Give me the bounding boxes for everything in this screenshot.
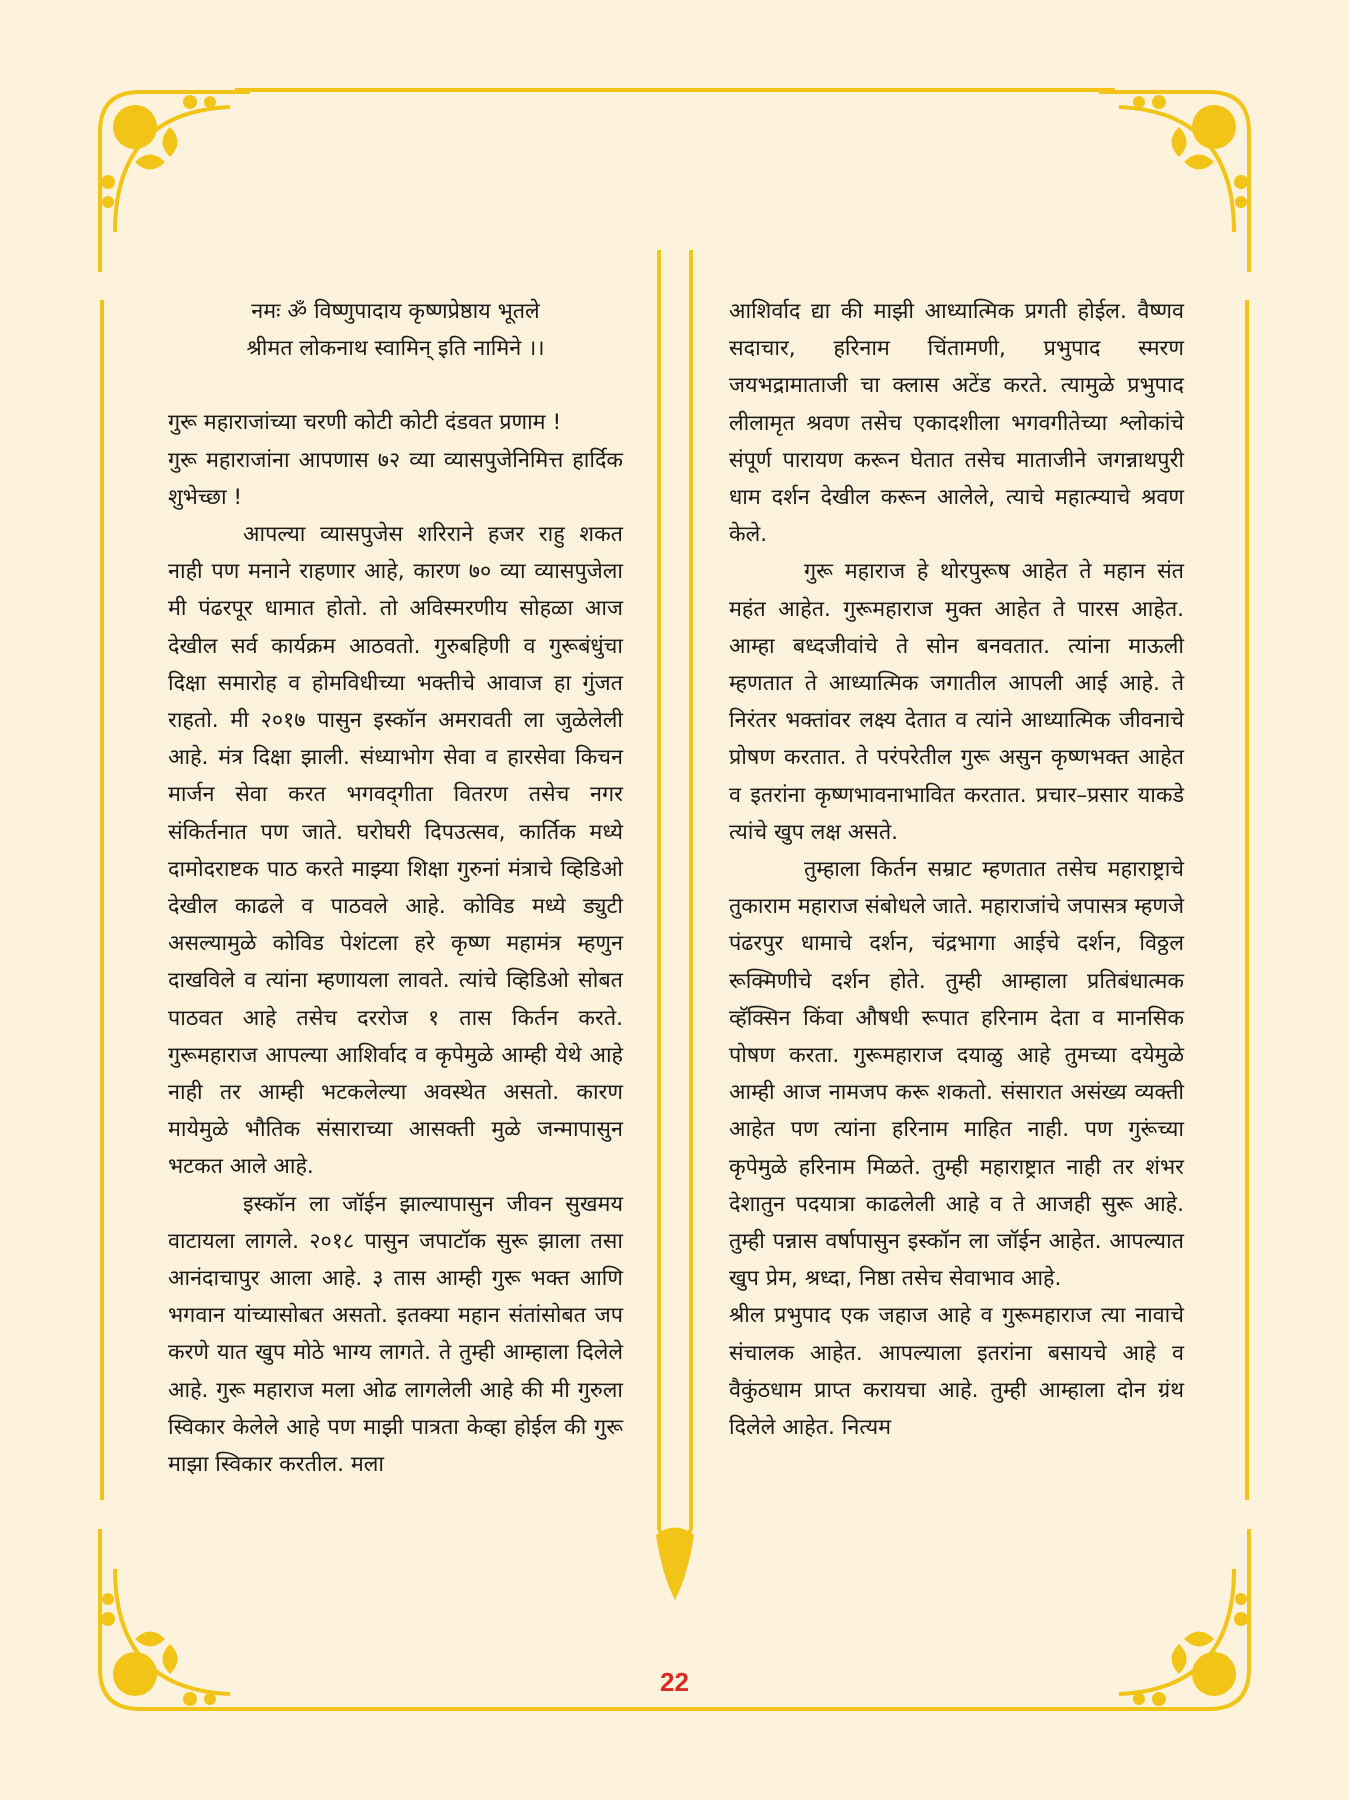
left-column	[168, 293, 623, 1483]
paragraph: आपल्या व्यासपुजेस शरिराने हजर राहु शकत नाही पण मनाने राहणार आहे, कारण ७० व्या व्यासपुजेला मी पंढरपूर धामात होतो. तो अविस्मरणीय सोहळा आज देखील सर्व कार्यक्रम आठवतो. गुरुबहिणी व गुरूबंधुंचा दिक्षा समारोह व होमविधीच्या भक्तीचे आवाज हा गुंजत राहतो. मी २०१७ पासुन इस्कॉन अमरावती ला जुळेलेली आहे. मंत्र दिक्षा झाली. संध्याभोग सेवा व हारसेवा किचन मार्जन सेवा करत भगवद्‌गीता वितरण तसेच नगर संकिर्तनात पण जाते. घरोघरी दिपउत्सव, कार्तिक मध्ये दामोदराष्टक पाठ करते माझ्या शिक्षा गुरुनां मंत्राचे व्हिडिओ देखील काढले व पाठवले आहे. कोविड मध्ये ड्युटी असल्यामुळे कोविड पेशंटला हरे कृष्ण महामंत्र म्हणुन दाखविले व त्यांना म्हणायला लावते. त्यांचे व्हिडिओ सोबत पाठवत आहे तसेच दररोज १ तास किर्तन करते. गुरूमहाराज आपल्या आशिर्वाद व कृपेमुळे आम्ही येथे आहे नाही तर आम्ही भटकलेल्या अवस्थेत असतो. कारण मायेमुळे भौतिक संसाराच्या आसक्ती मुळे जन्मापासुन भटकत आले आहे.	[168, 522, 623, 1180]
page-number: 22	[660, 1667, 689, 1697]
frame-right-line	[1245, 300, 1249, 1500]
frame-top-line	[235, 88, 1115, 92]
frame-left-line	[100, 300, 104, 1500]
paragraph: तुम्हाला किर्तन सम्राट म्हणतात तसेच महाराष्ट्राचे तुकाराम महाराज संबोधले जाते. महाराजांचे जपासत्र म्हणजे पंढरपुर धामाचे दर्शन, चंद्रभागा आईचे दर्शन, विठ्ठल रूक्मिणीचे दर्शन होते. तुम्ही आम्हाला प्रतिबंधात्मक व्हॅक्सिन किंवा औषधी रूपात हरिनाम देता व मानसिक पोषण करता. गुरूमहाराज दयाळु आहे तुमच्या दयेमुळे आम्ही आज नामजप करू शकतो. संसारात असंख्य व्यक्ती आहेत पण त्यांना हरिनाम माहित नाही. पण गुरूंच्या कृपेमुळे हरिनाम मिळते. तुम्ही महाराष्ट्रात नाही तर शंभर देशातुन पदयात्रा काढलेली आहे व ते आजही सुरू आहे. तुम्ही पन्नास वर्षापासुन इस्कॉन ला जॉईन आहेत. आपल्यात खुप प्रेम, श्रध्दा, निष्ठा तसेच सेवाभाव आहे.	[729, 857, 1184, 1292]
paragraph: श्रील प्रभुपाद एक जहाज आहे व गुरूमहाराज त्या नावाचे संचालक आहेत. आपल्याला इतरांना बसायचे आहे व वैकुंठधाम प्राप्त करायचा आहे. तुम्ही आम्हाला दोन ग्रंथ दिलेले आहेत. नित्यम	[729, 1303, 1184, 1441]
paragraph: गुरू महाराज हे थोरपुरूष आहेत ते महान संत महंत आहेत. गुरूमहाराज मुक्त आहेत ते पारस आहेत. आम्हा बध्दजीवांचे ते सोन बनवतात. त्यांना माऊली म्हणतात ते आध्यात्मिक जगातील आपली आई आहे. ते निरंतर भक्तांवर लक्ष्य देतात व त्यांने आध्यात्मिक जीवनाचे प्रोषण करतात. ते परंपरेतील गुरू असुन कृष्णभक्त आहेत व इतरांना कृष्णभावनाभावित करतात. प्रचार–प्रसार याकडे त्यांचे खुप लक्ष असते.	[729, 559, 1184, 845]
greeting-line-1: गुरू महाराजांच्या चरणी कोटी कोटी दंडवत प्रणाम !	[168, 410, 562, 436]
corner-ornament-top-right	[1099, 72, 1269, 272]
verse-line-1: नमः ॐ विष्णुपादाय कृष्णप्रेष्ठाय भूतले	[251, 299, 540, 324]
paragraph: इस्कॉन ला जॉईन झाल्यापासुन जीवन सुखमय वाटायला लागले. २०१८ पासुन जपाटॉक सुरू झाला तसा आनंदाचापुर आला आहे. ३ तास आम्ही गुरू भक्त आणि भगवान यांच्यासोबत असतो. इतक्या महान संतांसोबत जप करणे यात खुप मोठे भाग्य लागते. ते तुम्ही आम्हाला दिलेले आहे. गुरू महाराज मला ओढ लागलेली आहे की मी गुरुला स्विकार केलेले आहे पण माझी पात्रता केव्हा होईल की गुरू माझा स्विकार करतील. मला	[168, 1191, 623, 1478]
corner-ornament-bottom-left	[80, 1529, 250, 1729]
tilak-divider	[648, 250, 702, 1620]
corner-ornament-top-left	[80, 72, 250, 272]
verse-line-2: श्रीमत लोकनाथ स्वामिन् इति नामिने ।।	[246, 336, 545, 362]
frame-bottom-line	[235, 1707, 1115, 1711]
greeting-line-2: गुरू महाराजांना आपणास ७२ व्या व्यासपुजेनिमित्त हार्दिक शुभेच्छा !	[168, 447, 623, 510]
paragraph: आशिर्वाद द्या की माझी आध्यात्मिक प्रगती होईल. वैष्णव सदाचार, हरिनाम चिंतामणी, प्रभुपाद स्मरण जयभद्रामाताजी चा क्लास अटेंड करते. त्यामुळे प्रभुपाद लीलामृत श्रवण तसेच एकादशीला भगवगीतेच्या श्लोकांचे संपूर्ण पारायण करून घेतात तसेच माताजीने जगन्नाथपुरी धाम दर्शन देखील करून आलेले, त्याचे महात्म्याचे श्रवण केले.	[729, 299, 1184, 548]
corner-ornament-bottom-right	[1099, 1529, 1269, 1729]
right-column	[729, 293, 1184, 1446]
spacer	[168, 367, 623, 404]
